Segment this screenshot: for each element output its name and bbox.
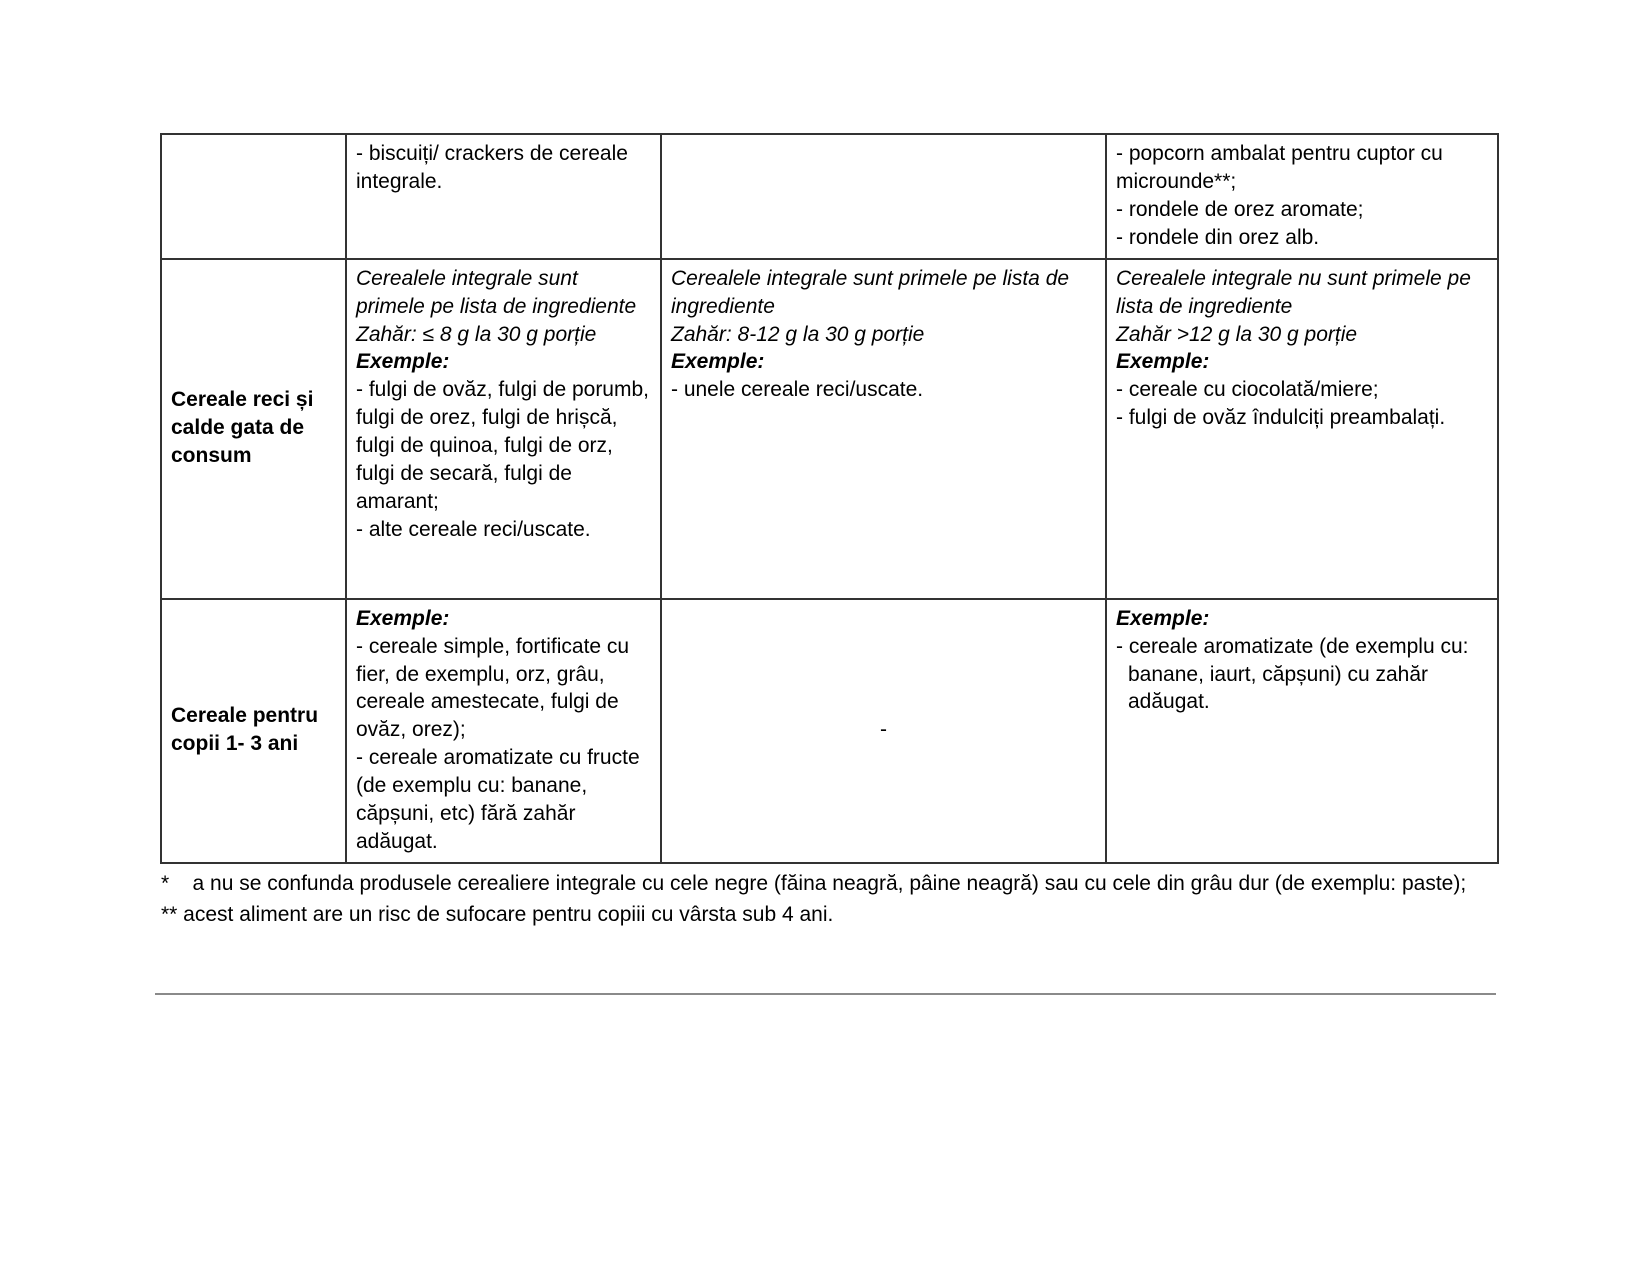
list-item: - rondele din orez alb. [1116,225,1320,249]
footnote-single-asterisk: * a nu se confunda produsele cerealiere integrale cu cele negre (făina neagră, pâine neagră) sau cu cele din grâu dur (de exemplu: paste); [161,872,1467,895]
row-header-label: Cereale pentru copii 1- 3 ani [171,704,319,756]
list-item: - cereale aromatizate cu fructe (de exemplu cu: banane, căpșuni, etc) fără zahăr adăugat. [356,746,640,854]
horizontal-divider [155,993,1496,995]
footnotes-block [161,870,1497,930]
row-header-label: Cereale reci și calde gata de consum [171,388,314,468]
list-item: - fulgi de ovăz îndulciți preambalați. [1116,406,1446,430]
examples-heading: Exemple: [356,350,450,374]
row2-yellow-column-cell [661,259,1106,599]
row2-green-column-cell [346,259,661,599]
table-row [161,599,1498,863]
cereal-guidelines-table [160,133,1499,864]
row3-yellow-column-cell [661,599,1106,863]
sugar-criteria-text: Zahăr >12 g la 30 g porție [1116,322,1358,346]
list-item: - biscuiți/ crackers de cereale integrale. [356,142,628,193]
criteria-text: Cerealele integrale sunt primele pe lista de ingrediente [356,266,637,318]
list-item: - cereale simple, fortificate cu fier, de exemplu, orz, grâu, cereale amestecate, fulgi de ovăz, orez); [356,634,630,742]
table-row [161,134,1498,259]
examples-heading: Exemple: [1116,350,1210,374]
list-item: - cereale aromatizate (de exemplu cu: banane, iaurt, căpșuni) cu zahăr adăugat. [1116,634,1469,714]
row3-header-cell [161,599,346,863]
list-item: - rondele de orez aromate; [1116,197,1364,221]
criteria-text: Cerealele integrale sunt primele pe lista de ingrediente [671,266,1070,318]
row3-red-column-cell [1106,599,1498,863]
row3-green-column-cell [346,599,661,863]
examples-heading: Exemple: [356,606,450,630]
list-item: - alte cereale reci/uscate. [356,517,591,541]
examples-heading: Exemple: [671,350,765,374]
row2-header-cell [161,259,346,599]
examples-heading: Exemple: [1116,606,1210,630]
list-item: - fulgi de ovăz, fulgi de porumb, fulgi de orez, fulgi de hrișcă, fulgi de quinoa, fulgi de orz, fulgi de secară, fulgi de amarant; [356,378,649,514]
row1-yellow-column-cell [661,134,1106,259]
sugar-criteria-text: Zahăr: ≤ 8 g la 30 g porție [356,322,597,346]
sugar-criteria-text: Zahăr: 8-12 g la 30 g porție [671,322,925,346]
row1-red-column-cell [1106,134,1498,259]
list-item: - unele cereale reci/uscate. [671,378,924,402]
row2-red-column-cell [1106,259,1498,599]
table-row [161,259,1498,599]
list-item: - popcorn ambalat pentru cuptor cu microunde**; [1116,142,1443,193]
list-item: - cereale cu ciocolată/miere; [1116,378,1379,402]
row1-green-column-cell [346,134,661,259]
row1-header-cell [161,134,346,259]
empty-dash: - [880,718,887,742]
footnote-double-asterisk: ** acest aliment are un risc de sufocare pentru copiii cu vârsta sub 4 ani. [161,902,834,926]
criteria-text: Cerealele integrale nu sunt primele pe lista de ingrediente [1116,266,1471,318]
